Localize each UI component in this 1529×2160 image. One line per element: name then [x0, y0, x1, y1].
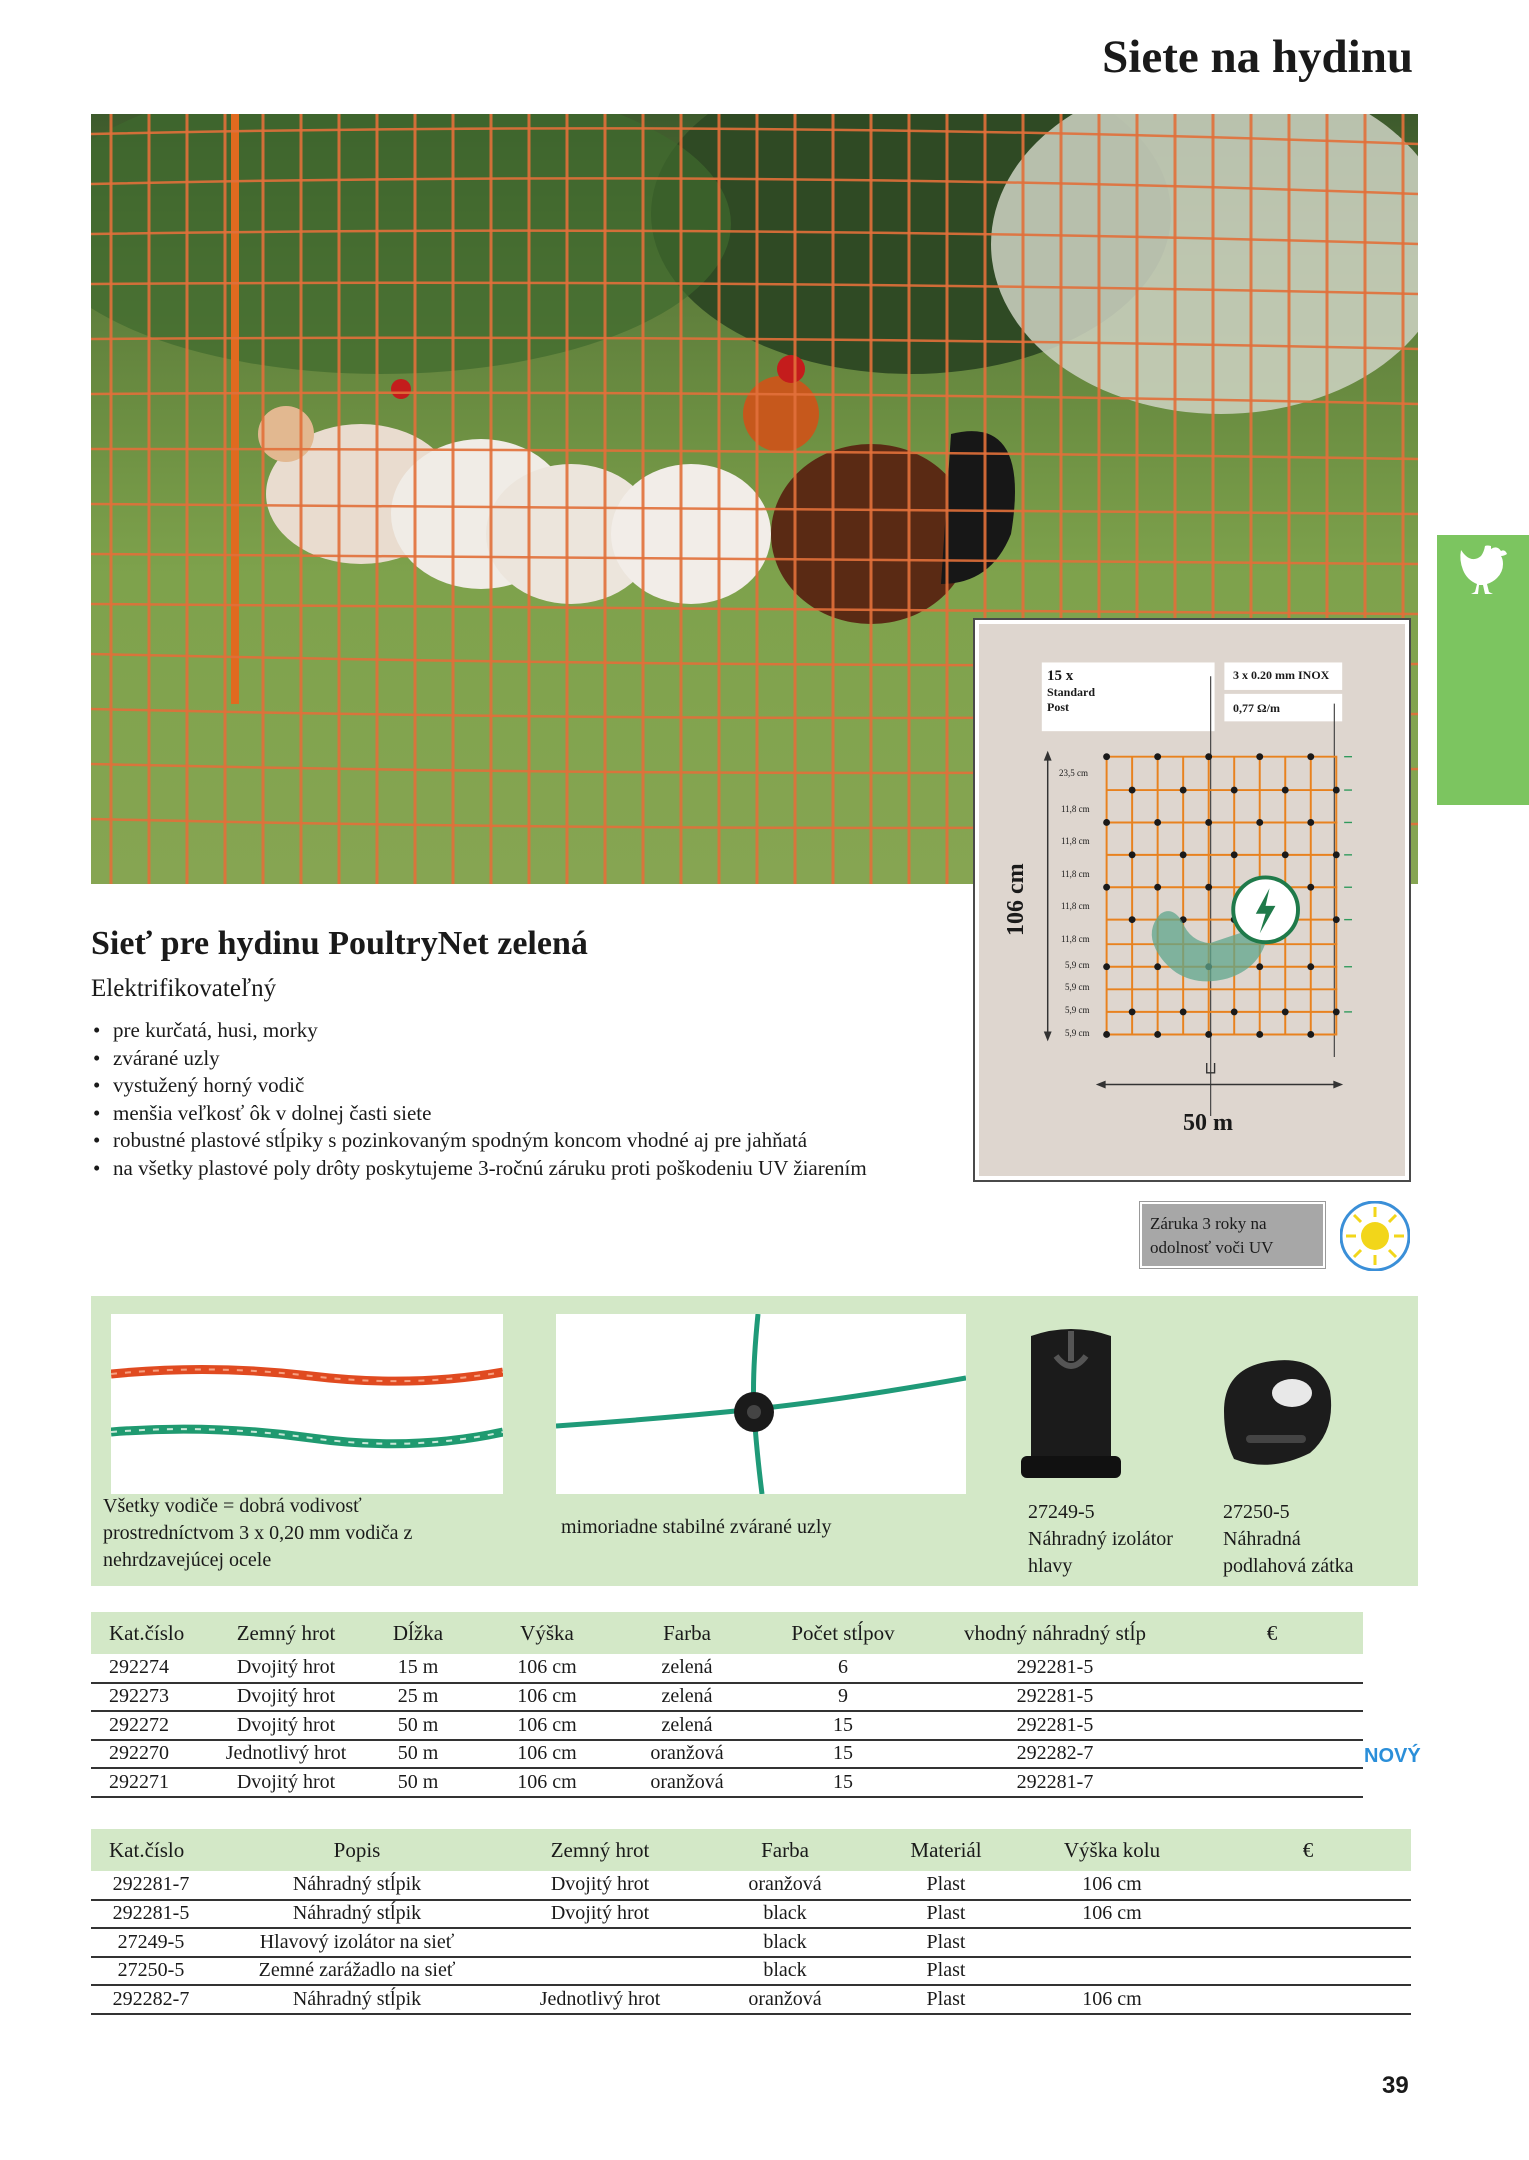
table-cell: 25 m [359, 1683, 477, 1712]
table-cell: Dvojitý hrot [213, 1683, 359, 1712]
caption-insulator [1028, 1499, 1173, 1580]
table-cell: black [697, 1900, 873, 1929]
product-subtitle: Elektrifikovateľný [91, 975, 277, 1002]
table-cell: 106 cm [477, 1654, 617, 1683]
feature-list [91, 1017, 867, 1182]
feature-item: • robustné plastové stĺpiky s pozinkovaným spodným koncom vhodné aj pre jahňatá [91, 1127, 867, 1155]
table-cell [1205, 1985, 1411, 2014]
table-cell: Dvojitý hrot [213, 1768, 359, 1797]
diagram-spacing: 23,5 cm [1059, 768, 1088, 778]
table-cell: Náhradný stĺpik [211, 1871, 503, 1900]
table-cell [1181, 1711, 1363, 1740]
table-cell: 15 m [359, 1654, 477, 1683]
table-cell: Plast [873, 1985, 1019, 2014]
table-row [91, 1985, 1411, 2014]
diagram-spacing: 11,8 cm [1061, 869, 1090, 879]
table-cell: 292282-7 [929, 1740, 1181, 1769]
feature-item: • zvárané uzly [91, 1045, 867, 1073]
column-header: € [1181, 1612, 1363, 1654]
table-cell: 15 [757, 1711, 929, 1740]
table-cell: Dvojitý hrot [503, 1900, 697, 1929]
table-row [91, 1928, 1411, 1957]
table-row [91, 1740, 1363, 1769]
column-header: Farba [697, 1829, 873, 1871]
table-cell: 106 cm [477, 1683, 617, 1712]
table-cell: 292273 [91, 1683, 213, 1712]
page-title: Siete na hydinu [1102, 31, 1413, 83]
table-cell: 292274 [91, 1654, 213, 1683]
diagram-spacing: 5,9 cm [1065, 982, 1090, 992]
feature-band [91, 1296, 1418, 1586]
diagram-spacing: 5,9 cm [1065, 960, 1090, 970]
table-cell: Náhradný stĺpik [211, 1900, 503, 1929]
table-cell: 50 m [359, 1711, 477, 1740]
table-cell: 6 [757, 1654, 929, 1683]
wire-photo [111, 1314, 503, 1494]
table-cell: 292270 [91, 1740, 213, 1769]
table-header-row [91, 1829, 1411, 1871]
caption-ground-plug [1223, 1499, 1354, 1580]
caption-line: prostredníctvom 3 x 0,20 mm vodiča z [103, 1522, 413, 1544]
table-cell [1205, 1957, 1411, 1986]
table-header-row [91, 1612, 1363, 1654]
table-row [91, 1654, 1363, 1683]
table-cell [503, 1928, 697, 1957]
diagram-spacing: 11,8 cm [1061, 804, 1090, 814]
table-cell [1181, 1654, 1363, 1683]
table-cell: Plast [873, 1900, 1019, 1929]
ground-plug-photo [1216, 1351, 1336, 1471]
feature-item: • vystužený horný vodič [91, 1072, 867, 1100]
column-header: Počet stĺpov [757, 1612, 929, 1654]
spare-parts-table [91, 1829, 1411, 2015]
diagram-posts-type: Standard [1047, 685, 1096, 699]
table-cell: oranžová [617, 1768, 757, 1797]
insulator-graphic [1016, 1326, 1126, 1486]
feature-item: • pre kurčatá, husi, morky [91, 1017, 867, 1045]
rooster-icon [1457, 545, 1513, 605]
table-cell: 50 m [359, 1740, 477, 1769]
table-cell: 106 cm [477, 1768, 617, 1797]
table-cell: Jednotlivý hrot [213, 1740, 359, 1769]
table-cell [1019, 1957, 1205, 1986]
diagram-spacing: 5,9 cm [1065, 1005, 1090, 1015]
caption-line: hlavy [1028, 1555, 1073, 1577]
column-header: Kat.číslo [91, 1829, 211, 1871]
diagram-spacing: 11,8 cm [1061, 934, 1090, 944]
table-cell: Dvojitý hrot [213, 1654, 359, 1683]
table-cell [503, 1957, 697, 1986]
caption-line: Všetky vodiče = dobrá vodivosť [103, 1495, 362, 1517]
diagram-wire: 3 x 0.20 mm INOX [1233, 668, 1330, 682]
column-header: Popis [211, 1829, 503, 1871]
net-dimension-diagram [975, 620, 1409, 1180]
table-cell: Plast [873, 1871, 1019, 1900]
caption-line: 27250-5 [1223, 1501, 1290, 1523]
diagram-height: 106 cm [1003, 863, 1029, 936]
table-cell: Plast [873, 1957, 1019, 1986]
caption-line: nehrdzavejúcej ocele [103, 1549, 272, 1571]
column-header: Zemný hrot [213, 1612, 359, 1654]
caption-line: podlahová zátka [1223, 1555, 1354, 1577]
net-products-table [91, 1612, 1363, 1798]
column-header: Zemný hrot [503, 1829, 697, 1871]
table-cell: Zemné zarážadlo na sieť [211, 1957, 503, 1986]
table-cell: 292281-5 [929, 1711, 1181, 1740]
table-cell: 292281-5 [929, 1683, 1181, 1712]
diagram-spacing: 11,8 cm [1061, 901, 1090, 911]
table-row [91, 1711, 1363, 1740]
table-cell: 292272 [91, 1711, 213, 1740]
table-cell: 106 cm [1019, 1871, 1205, 1900]
table-cell: 15 [757, 1740, 929, 1769]
net-grid-graphic [979, 624, 1405, 1176]
product-title: Sieť pre hydinu PoultryNet zelená [91, 925, 588, 962]
caption-knot: mimoriadne stabilné zvárané uzly [561, 1516, 832, 1538]
diagram-spacing: 5,9 cm [1065, 1028, 1090, 1038]
table-cell: 292271 [91, 1768, 213, 1797]
column-header: Farba [617, 1612, 757, 1654]
diagram-spacing: 11,8 cm [1061, 836, 1090, 846]
diagram-posts-count: 15 x [1047, 668, 1074, 684]
table-cell: Hlavový izolátor na sieť [211, 1928, 503, 1957]
uv-badge-line: Záruka 3 roky na [1150, 1214, 1267, 1233]
table-cell: 292282-7 [91, 1985, 211, 2014]
page-number: 39 [1382, 2072, 1409, 2099]
column-header: € [1205, 1829, 1411, 1871]
column-header: Materiál [873, 1829, 1019, 1871]
category-tab [1437, 535, 1529, 805]
table-cell: Dvojitý hrot [503, 1871, 697, 1900]
table-cell [1181, 1683, 1363, 1712]
table-cell [1205, 1871, 1411, 1900]
table-cell [1181, 1768, 1363, 1797]
table-cell: 292281-5 [91, 1900, 211, 1929]
table-cell: oranžová [697, 1985, 873, 2014]
table-cell: 50 m [359, 1768, 477, 1797]
feature-item: • na všetky plastové poly drôty poskytujeme 3-ročnú záruku proti poškodeniu UV žiarením [91, 1155, 867, 1183]
table-cell: zelená [617, 1654, 757, 1683]
caption-wire [103, 1493, 412, 1574]
caption-line: 27249-5 [1028, 1501, 1095, 1523]
table-cell: black [697, 1957, 873, 1986]
insulator-photo [1016, 1326, 1126, 1486]
table-cell: Jednotlivý hrot [503, 1985, 697, 2014]
table-cell: Náhradný stĺpik [211, 1985, 503, 2014]
table-cell: 292281-7 [91, 1871, 211, 1900]
wire-graphic [111, 1314, 503, 1494]
column-header: Kat.číslo [91, 1612, 213, 1654]
diagram-posts-type2: Post [1047, 700, 1069, 714]
table-cell: 292281-5 [929, 1654, 1181, 1683]
table-cell: Plast [873, 1928, 1019, 1957]
table-cell: 292281-7 [929, 1768, 1181, 1797]
caption-line: Náhradný izolátor [1028, 1528, 1173, 1550]
knot-graphic [556, 1314, 966, 1494]
table-cell: oranžová [697, 1871, 873, 1900]
table-cell: 106 cm [477, 1740, 617, 1769]
uv-badge-line: odolnosť voči UV [1150, 1238, 1274, 1257]
table-cell: 27249-5 [91, 1928, 211, 1957]
table-cell [1205, 1928, 1411, 1957]
table-row [91, 1900, 1411, 1929]
column-header: Výška kolu [1019, 1829, 1205, 1871]
ground-plug-graphic [1216, 1351, 1336, 1471]
table-row [91, 1871, 1411, 1900]
diagram-resistance: 0,77 Ω/m [1233, 701, 1280, 715]
sun-icon [1340, 1201, 1410, 1271]
table-cell [1205, 1900, 1411, 1929]
table-cell: zelená [617, 1711, 757, 1740]
column-header: Dĺžka [359, 1612, 477, 1654]
table-cell: 106 cm [1019, 1985, 1205, 2014]
table-cell: 106 cm [477, 1711, 617, 1740]
table-cell [1019, 1928, 1205, 1957]
table-cell: zelená [617, 1683, 757, 1712]
knot-photo [556, 1314, 966, 1494]
table-cell: black [697, 1928, 873, 1957]
table-cell: 9 [757, 1683, 929, 1712]
table-cell: 106 cm [1019, 1900, 1205, 1929]
table-row [91, 1957, 1411, 1986]
caption-line: Náhradná [1223, 1528, 1301, 1550]
table-row [91, 1768, 1363, 1797]
table-cell [1181, 1740, 1363, 1769]
table-cell: 15 [757, 1768, 929, 1797]
table-cell: Dvojitý hrot [213, 1711, 359, 1740]
table-cell: 27250-5 [91, 1957, 211, 1986]
diagram-length: 50 m [1183, 1110, 1233, 1136]
column-header: vhodný náhradný stĺp [929, 1612, 1181, 1654]
table-cell: oranžová [617, 1740, 757, 1769]
uv-warranty-badge [1140, 1202, 1325, 1268]
column-header: Výška [477, 1612, 617, 1654]
new-badge: NOVÝ [1364, 1745, 1421, 1767]
table-row [91, 1683, 1363, 1712]
feature-item: • menšia veľkosť ôk v dolnej časti siete [91, 1100, 867, 1128]
